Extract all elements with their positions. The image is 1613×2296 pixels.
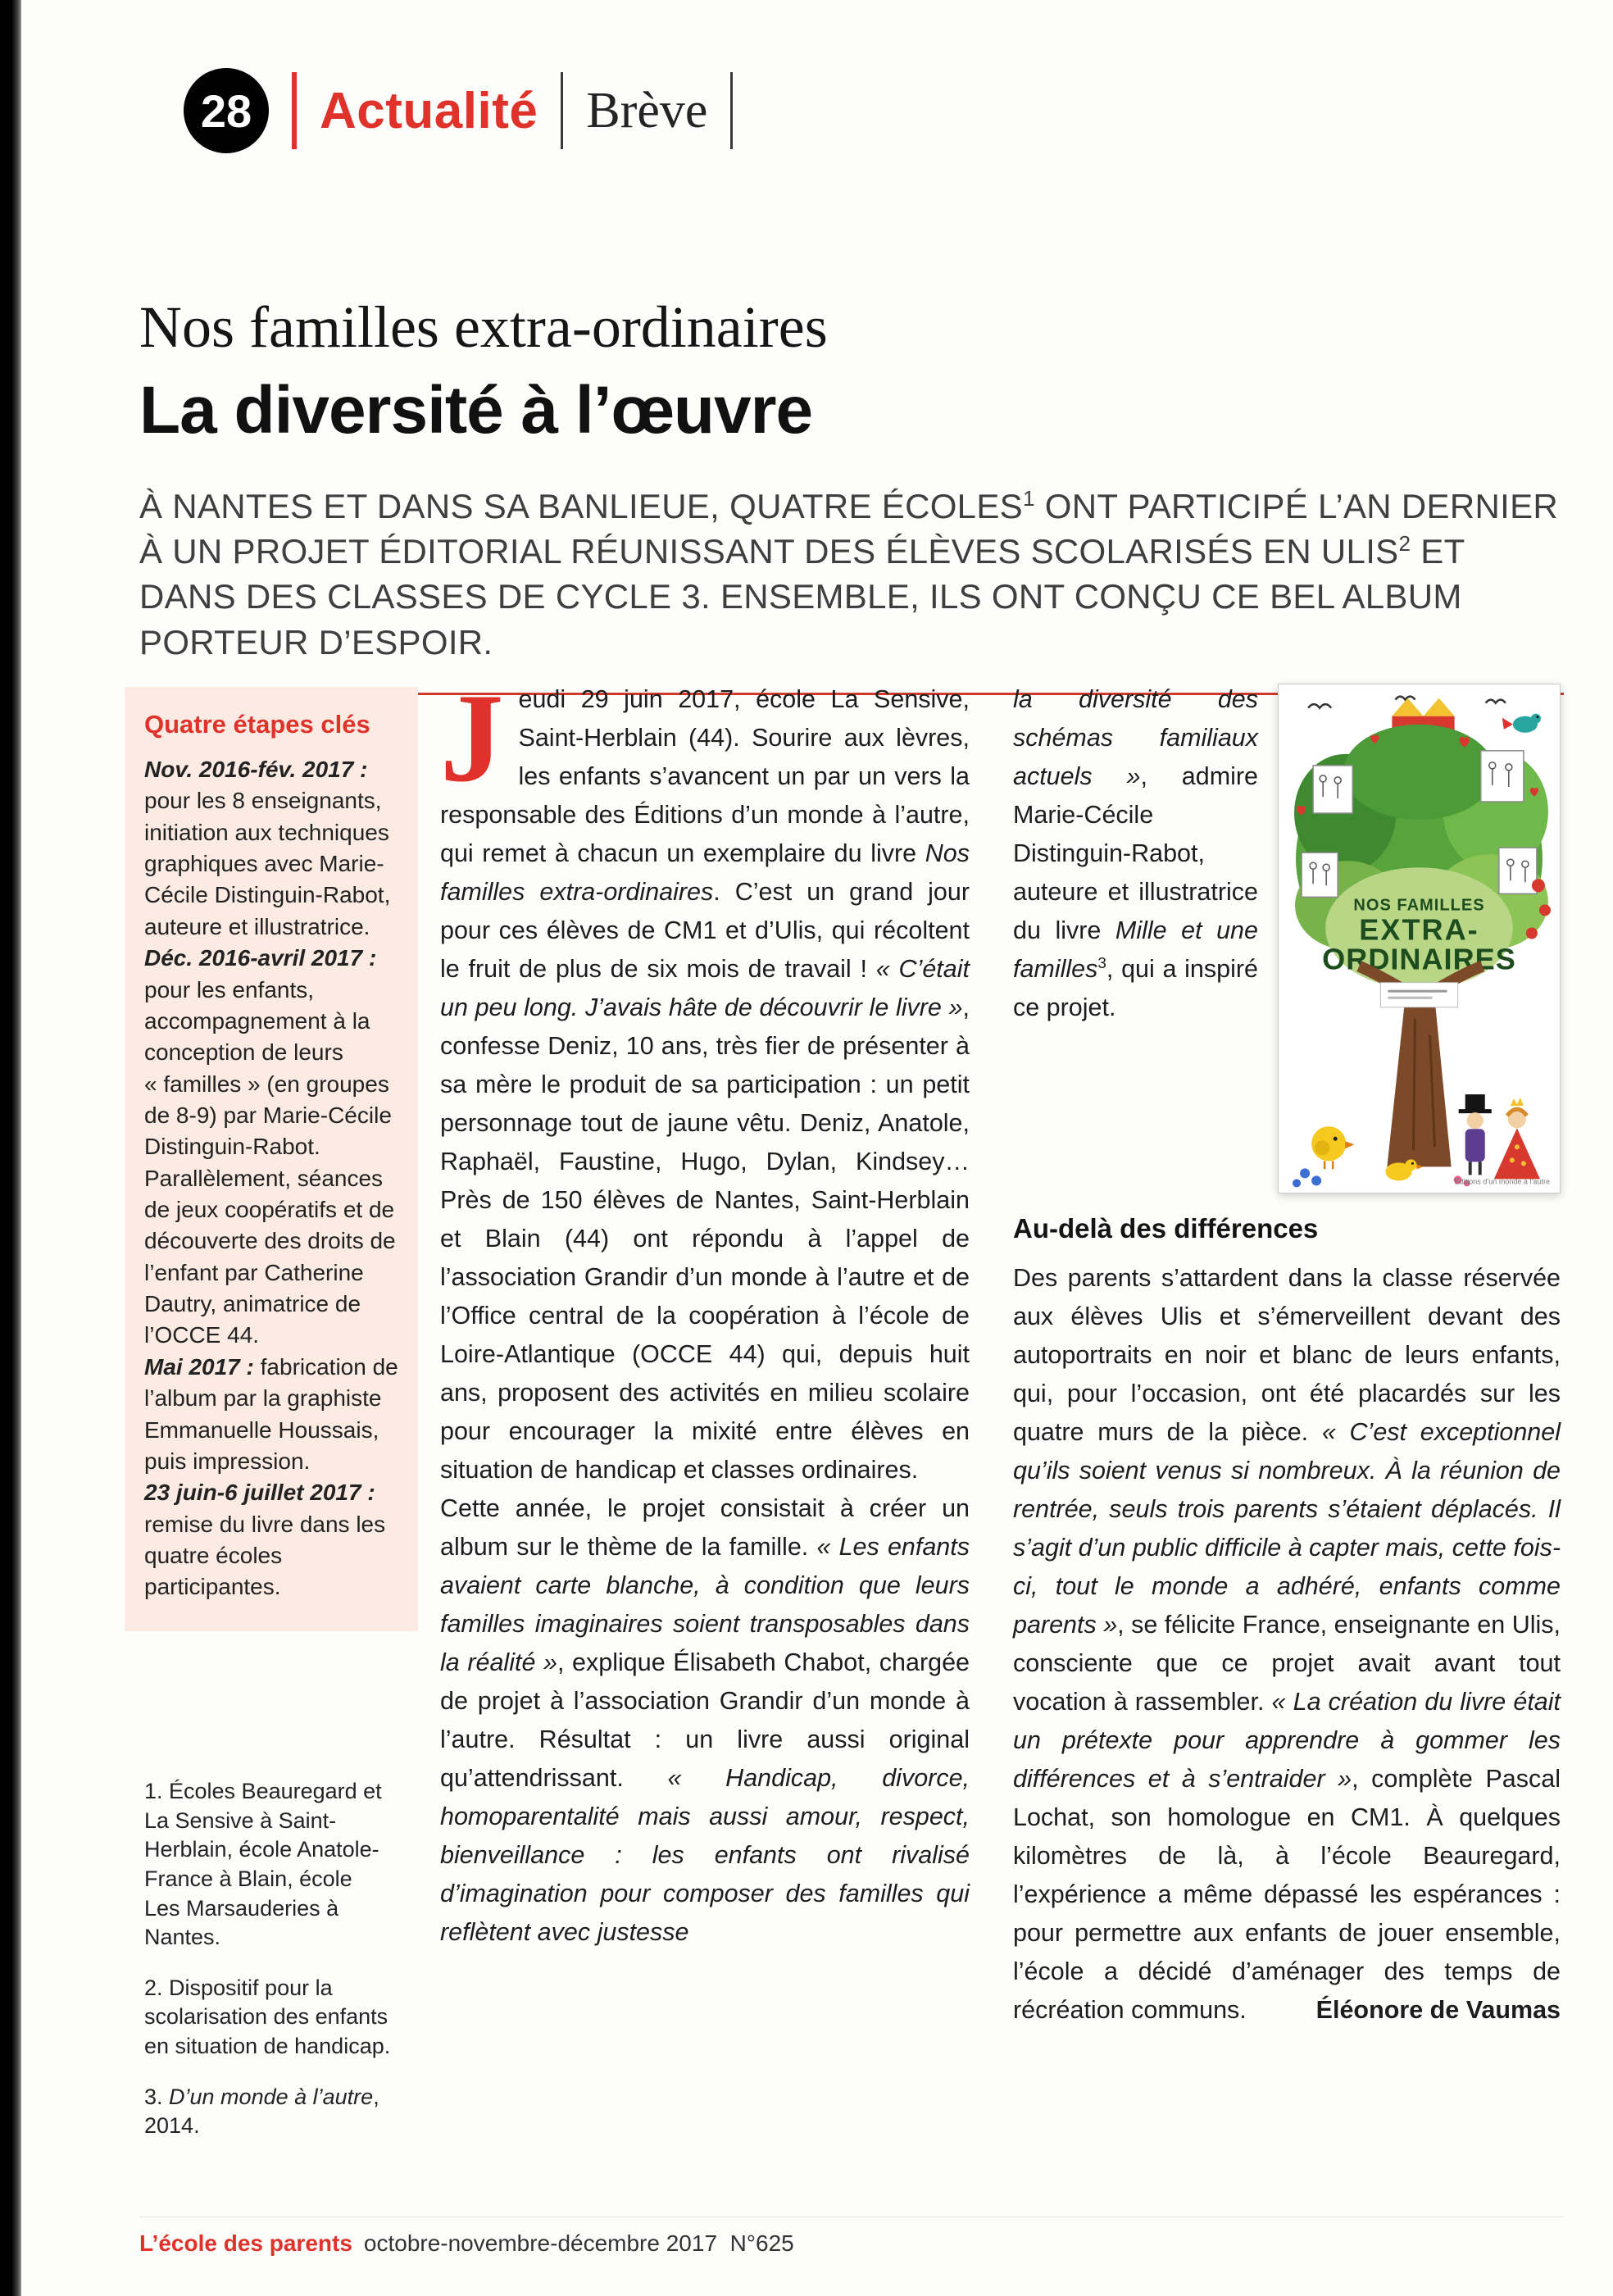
standfirst: À NANTES ET DANS SA BANLIEUE, QUATRE ÉCOLES$^1$ ONT PARTICIPÉ L’AN DERNIER À UN PROJET ÉDITORIAL RÉUNISSANT DES ÉLÈVES SCOLARISÉS EN ULIS$^2$ ET DANS DES CLASSES DE CYCLE 3. ENSEMBLE, ILS ONT CONÇU CE BEL ALBUM PORTEUR D’ESPOIR. — [139, 485, 1559, 662]
page-header — [184, 67, 756, 154]
scan-edge — [0, 0, 21, 2296]
sidebar-entry-4 — [144, 1477, 398, 1603]
article-column-main — [440, 667, 970, 1952]
svg-text:NOS FAMILLES: NOS FAMILLES — [1353, 896, 1485, 915]
author-label — [1380, 983, 1457, 1007]
title-block — [139, 294, 1564, 695]
book-cover-illustration — [1284, 689, 1555, 1188]
separator-bar-2 — [730, 72, 733, 149]
entry-text: fabrication de l’album par la graphiste Emmanuelle Houssais, puis impression. — [144, 1353, 398, 1474]
footnote-2: 2. Dispositif pour la scolarisation des enfants en situation de handicap. — [144, 1975, 391, 2058]
paragraph-2: Cette année, le projet consistait à créer un album sur le thème de la famille. « Les enfants avaient carte blanche, à condition que leurs familles imaginaires soient transposables dans la réalité », explique Élisabeth Chabot, chargée de projet à l’association Grandir d’un monde à l’autre. Résultat : un livre aussi original qu’attendrissant. « Handicap, divorce, homoparentalité mais aussi amour, respect, bienveillance : les enfants ont rivalisé d’imagination pour composer des familles qui reflètent avec justesse — [440, 1494, 970, 1946]
footnote-3: 3. D’un monde à l’autre, 2014. — [144, 2084, 379, 2139]
svg-text:ORDINAIRES: ORDINAIRES — [1322, 942, 1516, 976]
page-footer — [139, 2216, 1564, 2257]
article-column-right — [1013, 680, 1561, 2030]
svg-text:EXTRA-: EXTRA- — [1359, 912, 1479, 947]
page-number-badge — [184, 68, 269, 153]
page-number: 28 — [200, 84, 252, 137]
paragraph-wrap: la diversité des schémas familiaux actuels », admire Marie-Cécile Distinguin-Rabot, auteure et illustratrice du livre Mille et une familles$^3$, qui a inspiré ce projet. — [1013, 685, 1258, 1021]
entry-date: Nov. 2016-fév. 2017 : — [144, 757, 368, 782]
entry-date: Mai 2017 : — [144, 1353, 261, 1380]
paragraph-3: Des parents s’attardent dans la classe réservée aux élèves Ulis et s’émerveillent devant des autoportraits en noir et blanc de leurs enfants, qui, pour l’occasion, ont été placardés sur les quatre murs de la pièce. « C’est exceptionnel qu’ils soient venus si nombreux. À la réunion de rentrée, seuls trois parents s’étaient déplacés. Il s’agit d’un public difficile à capter mais, cette fois-ci, tout le monde a adhéré, enfants comme parents », se félicite France, enseignante en Ulis, consciente que ce projet avait avant tout vocation à rassembler. « La création du livre était un prétexte pour apprendre à gommer les différences et à s’entraider », complète Pascal Lochat, son homologue en CM1. À quelques kilomètres de là, à l’école Beauregard, l’expérience a même dépassé les espérances : pour permettre aux enfants de jouer ensemble, l’école a décidé d’aménager des temps de récréation communs. Éléonore de Vaumas — [1013, 1264, 1561, 2024]
entry-text: remise du livre dans les quatre écoles participantes. — [144, 1511, 386, 1600]
sidebar-entry-2 — [144, 943, 398, 1352]
kicker-title: Nos familles extra-ordinaires — [139, 294, 828, 360]
page-title: La diversité à l’œuvre — [139, 372, 813, 448]
book-cover — [1278, 684, 1561, 1193]
footnote-1: 1. Écoles Beauregard et La Sensive à Saint-Herblain, école Anatole-France à Blain, école Les Marsauderies à Nantes. — [144, 1779, 382, 1950]
subsection-label: Brève — [586, 82, 708, 139]
sidebar-title: Quatre étapes clés — [144, 710, 370, 739]
publisher-credit: Éditions d’un monde à l’autre — [1454, 1177, 1550, 1186]
issue-info: octobre-novembre-décembre 2017 N°625 — [363, 2230, 794, 2256]
entry-date: 23 juin-6 juillet 2017 : — [144, 1480, 375, 1506]
entry-text: pour les 8 enseignants, initiation aux techniques graphiques avec Marie-Cécile Distinguin-Rabot, auteure et illustratrice. — [144, 788, 391, 939]
paragraph-1 — [440, 667, 970, 1489]
entry-text: pour les enfants, accompagnement à la conception de leurs « familles » (en groupes de 8-9) par Marie-Cécile Distinguin-Rabot. Parallèlement, séances de jeux coopératifs et de découverte des droits de l’enfant par Catherine Dautry, animatrice de l’OCCE 44. — [144, 976, 396, 1348]
red-separator-bar — [292, 72, 297, 149]
sidebar-box — [125, 687, 418, 1631]
left-column — [125, 687, 418, 1631]
subhead: Au-delà des différences — [1013, 1213, 1319, 1243]
footnotes — [144, 1777, 392, 2162]
sidebar-entry-3 — [144, 1352, 398, 1477]
entry-date: Déc. 2016-avril 2017 : — [144, 945, 377, 971]
sidebar-entry-1 — [144, 754, 398, 943]
magazine-name: L’école des parents — [139, 2230, 352, 2256]
section-label: Actualité — [320, 82, 538, 139]
dropcap: J — [440, 667, 504, 808]
separator-bar — [561, 72, 563, 149]
paragraph-1-text: eudi 29 juin 2017, école La Sensive, Saint-Herblain (44). Sourire aux lèvres, les enfants s’avancent un par un vers la responsable des Éditions d’un monde à l’autre, qui remet à chacun un exemplaire du livre Nos familles extra-ordinaires. C’est un grand jour pour ces élèves de CM1 et d’Ulis, qui récoltent le fruit de plus de six mois de travail ! « C’était un peu long. J’avais hâte de découvrir le livre », confesse Deniz, 10 ans, très fier de présenter à sa mère le produit de sa participation : un petit personnage tout de jaune vêtu. Deniz, Anatole, Raphaël, Faustine, Hugo, Dylan, Kindsey… Près de 150 élèves de Nantes, Saint-Herblain et Blain (44) ont répondu à l’appel de l’association Grandir d’un monde à l’autre et de l’Office central de la coopération à l’école de Loire-Atlantique (OCCE 44) qui, depuis huit ans, proposent des activités en milieu scolaire pour encourager la mixité entre élèves en situation de handicap et classes ordinaires. — [440, 685, 970, 1484]
